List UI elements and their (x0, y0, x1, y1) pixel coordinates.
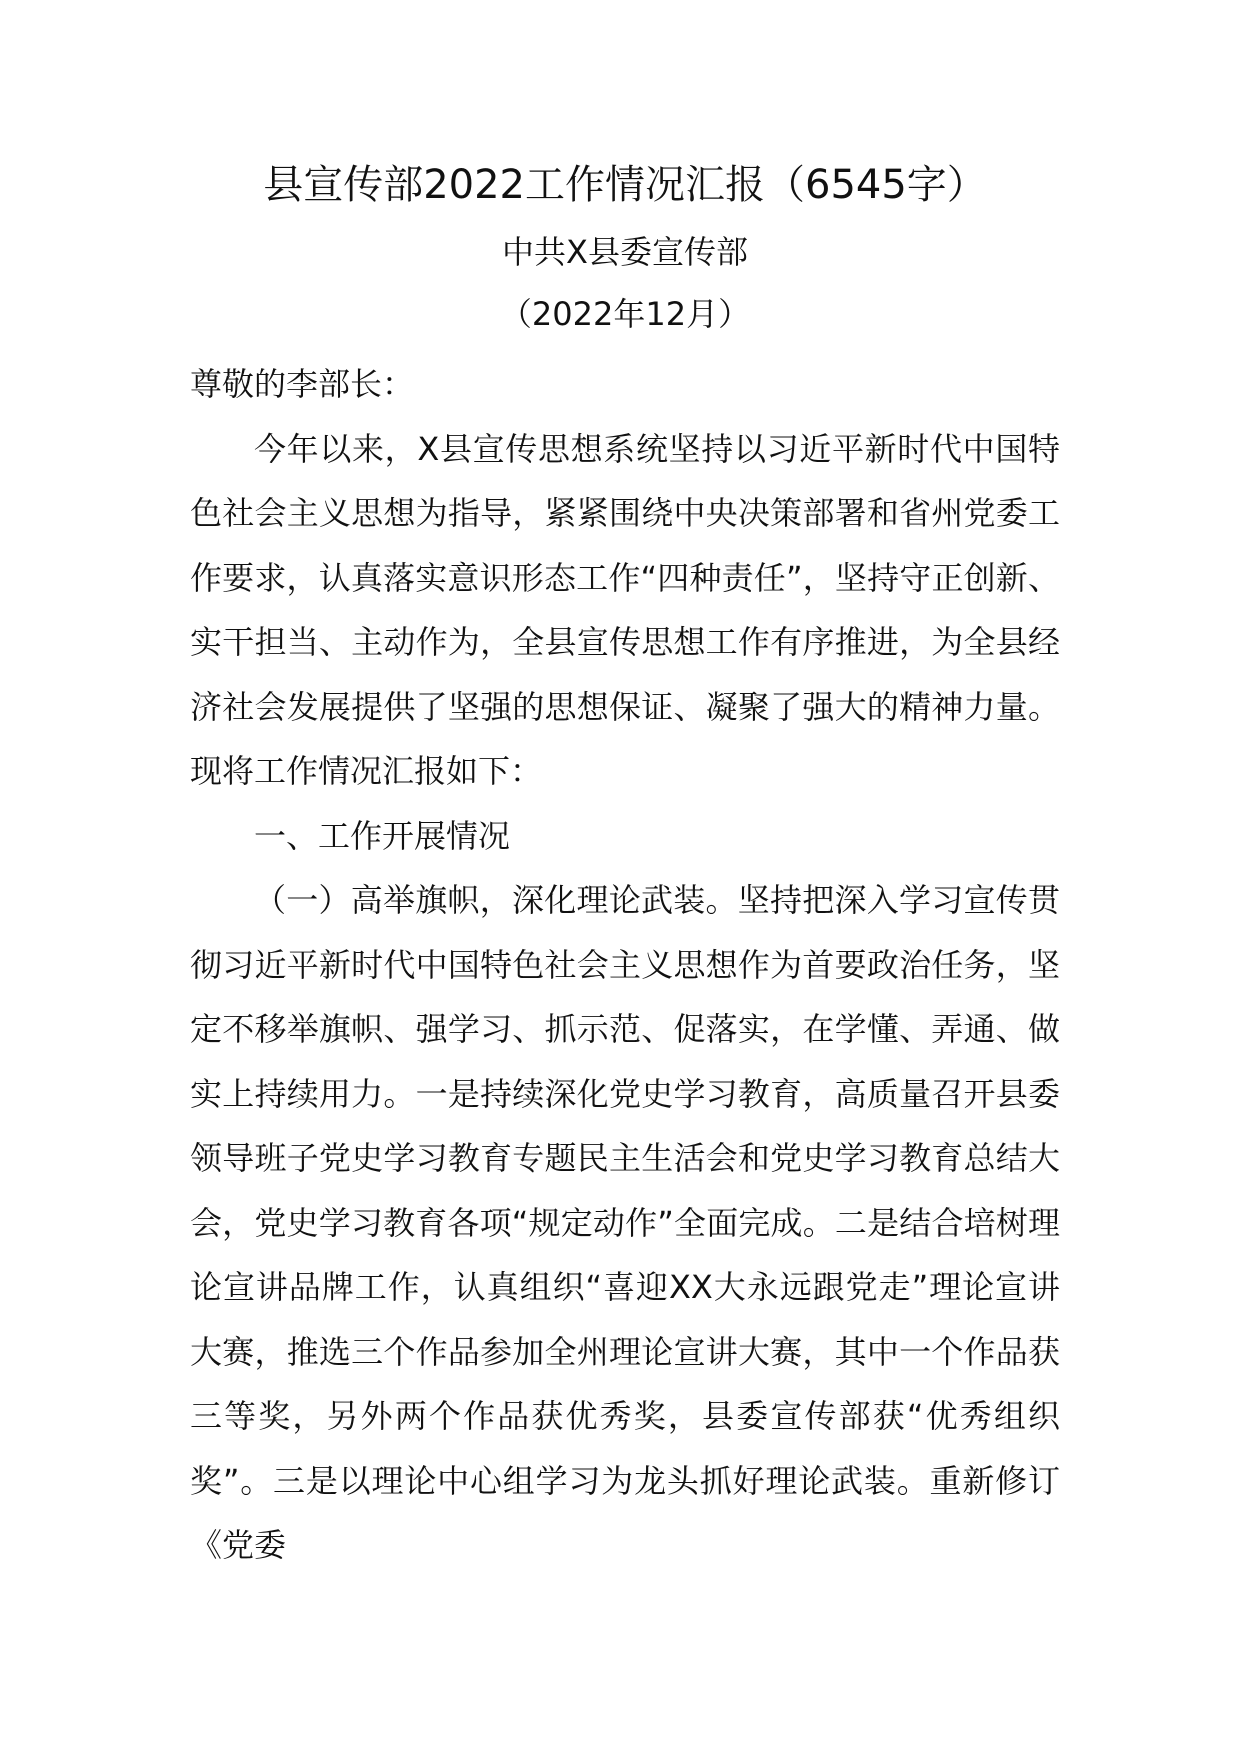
document-date: （2022年12月） (499, 295, 751, 333)
document-title: 县宣传部2022工作情况汇报（6545字） (263, 162, 987, 208)
document-page (190, 160, 1060, 1578)
salutation: 尊敬的李部长： (190, 365, 415, 403)
document-author: 中共X县委宣传部 (502, 233, 748, 271)
intro-paragraph: 今年以来，X县宣传思想系统坚持以习近平新时代中国特色社会主义思想为指导，紧紧围绕中央决策部署和省州党委工作要求，认真落实意识形态工作“四种责任”，坚持守正创新、实干担当、主动作为，全县宣传思想工作有序推进，为全县经济社会发展提供了坚强的思想保证、凝聚了强大的精神力量。现将工作情况汇报如下： (190, 429, 1060, 790)
section-paragraph: （一）高举旗帜，深化理论武装。坚持把深入学习宣传贯彻习近平新时代中国特色社会主义思想作为首要政治任务，坚定不移举旗帜、强学习、抓示范、促落实，在学懂、弄通、做实上持续用力。一是持续深化党史学习教育，高质量召开县委领导班子党史学习教育专题民主生活会和党史学习教育总结大会，党史学习教育各项“规定动作”全面完成。二是结合培树理论宣讲品牌工作，认真组织“喜迎XX大永远跟党走”理论宣讲大赛，推选三个作品参加全州理论宣讲大赛，其中一个作品获三等奖，另外两个作品获优秀奖，县委宣传部获“优秀组织奖”。三是以理论中心组学习为龙头抓好理论武装。重新修订《党委 (190, 881, 1060, 1564)
section-heading: 一、工作开展情况 (254, 816, 511, 855)
